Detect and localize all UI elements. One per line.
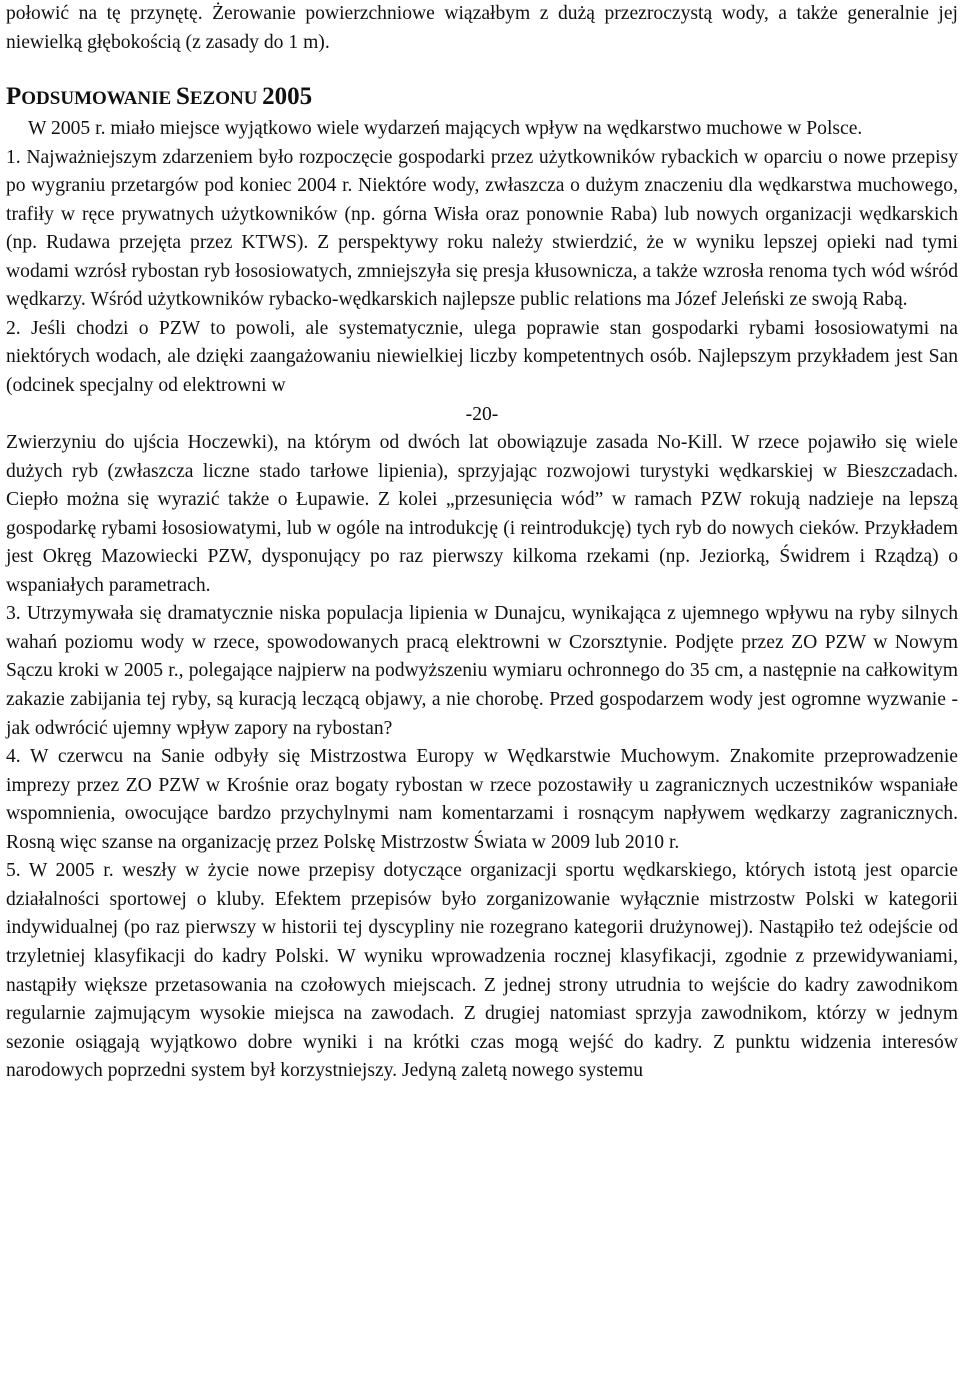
item-3-paragraph: 3. Utrzymywała się dramatycznie niska populacja lipienia w Dunajcu, wynikająca z ujemnego wpływu na ryby silnych wahań poziomu wody w rzece, spowodowanych pracą elektrowni w Czorsztynie. Podjęte przez ZO PZW w Nowym Sączu kroki w 2005 r., polegające najpierw na podwyższeniu wymiaru ochronnego do 35 cm, a następnie na całkowitym zakazie zabijania tej ryby, są kuracją leczącą objawy, a nie chorobę. Przed gospodarzem wody jest ogromne wyzwanie - jak odwrócić ujemny wpływ zapory na rybostan? <box>6 603 958 739</box>
heading-rest-1: ODSUMOWANIE <box>21 88 176 110</box>
item-2-paragraph-part-1: 2. Jeśli chodzi o PZW to powoli, ale systematycznie, ulega poprawie stan gospodarki rybami łososiowatymi na niektórych wodach, ale dzięki zaangażowaniu niewielkiej liczby kompetentnych osób. Najlepszym przykładem jest San (odcinek specjalny od elektrowni w <box>6 317 958 397</box>
page-number: -20- <box>465 403 499 425</box>
item-1-paragraph: 1. Najważniejszym zdarzeniem było rozpoczęcie gospodarki przez użytkowników rybackich w oparciu o nowe przepisy po wygraniu przetargów pod koniec 2004 r. Niektóre wody, zwłaszcza o dużym znaczeniu dla wędkarstwa muchowego, trafiły w ręce prywatnych użytkowników (np. górna Wisła oraz ponownie Raba) lub nowych organizacji wędkarskich (np. Rudawa przejęta przez KTWS). Z perspektywy roku należy stwierdzić, że w wyniku lepszej opieki nad tymi wodami wzrósł rybostan ryb łososiowatych, zmniejszyła się presja kłusownicza, a także wzrosła renoma tych wód wśród wędkarzy. Wśród użytkowników rybacko-wędkarskich najlepsze public relations ma Józef Jeleński ze swoją Rabą. <box>6 146 958 311</box>
item-5-paragraph: 5. W 2005 r. weszły w życie nowe przepisy dotyczące organizacji sportu wędkarskiego, których istotą jest oparcie działalności sportowej o kluby. Efektem przepisów było zorganizowanie wyłącznie mistrzostw Polski w kategorii indywidualnej (po raz pierwszy w historii tej dyscypliny nie rozegrano kategorii drużynowej). Nastąpiło też odejście od trzyletniej klasyfikacji do kadry Polski. W wyniku wprowadzenia rocznej klasyfikacji, zgodnie z przewidywaniami, nastąpiły większe przetasowania na czołowych miejscach. Z jednej strony utrudnia to wejście do kadry zawodnikom regularnie zajmującym wysokie miejsca na zawodach. Z drugiej natomiast sprzyja zawodnikom, którzy w jednym sezonie osiągają wyjątkowo dobre wyniki i na krótki czas mogą wejść do kadry. Z punktu widzenia interesów narodowych poprzedni system był korzystniejszy. Jedyną zaletą nowego systemu <box>6 860 958 1082</box>
item-4-paragraph: 4. W czerwcu na Sanie odbyły się Mistrzostwa Europy w Wędkarstwie Muchowym. Znakomite przeprowadzenie imprezy przez ZO PZW w Krośnie oraz bogaty rybostan w rzece pozostawiły u zagranicznych uczestników wspaniałe wspomnienia, owocujące bardzo przychylnymi nam komentarzami i rosnącym napływem wędkarzy zagranicznych. Rosną więc szanse na organizację przez Polskę Mistrzostw Świata w 2009 lub 2010 r. <box>6 746 958 853</box>
section-heading <box>6 81 958 115</box>
heading-cap-1: P <box>6 83 22 111</box>
document-page <box>6 0 958 1086</box>
heading-rest-2: EZONU <box>189 88 263 110</box>
intro-paragraph: połowić na tę przynętę. Żerowanie powierzchniowe wiązałbym z dużą przezroczystą wody, a także generalnie jej niewielką głębokością (z zasady do 1 m). <box>6 3 958 53</box>
heading-cap-2: S <box>175 83 190 111</box>
item-2-paragraph-part-2: Zwierzyniu do ujścia Hoczewki), na którym od dwóch lat obowiązuje zasada No-Kill. W rzece pojawiło się wiele dużych ryb (zwłaszcza liczne stado tarłowe lipienia), sprzyjając rozwojowi turystyki wędkarskiej w Bieszczadach. Ciepło można się wyrazić także o Łupawie. Z kolei „przesunięcia wód” w ramach PZW rokują nadzieje na lepszą gospodarkę rybami łososiowatymi, lub w ogóle na introdukcję (i reintrodukcję) tych ryb do nowych cieków. Przykładem jest Okręg Mazowiecki PZW, dysponujący po raz pierwszy kilkoma rzekami (np. Jeziorką, Świdrem i Rządzą) o wspaniałych parametrach. <box>6 432 958 596</box>
lead-paragraph: W 2005 r. miało miejsce wyjątkowo wiele wydarzeń mających wpływ na wędkarstwo muchowe w Polsce. <box>28 118 863 140</box>
heading-year: 2005 <box>262 83 313 111</box>
